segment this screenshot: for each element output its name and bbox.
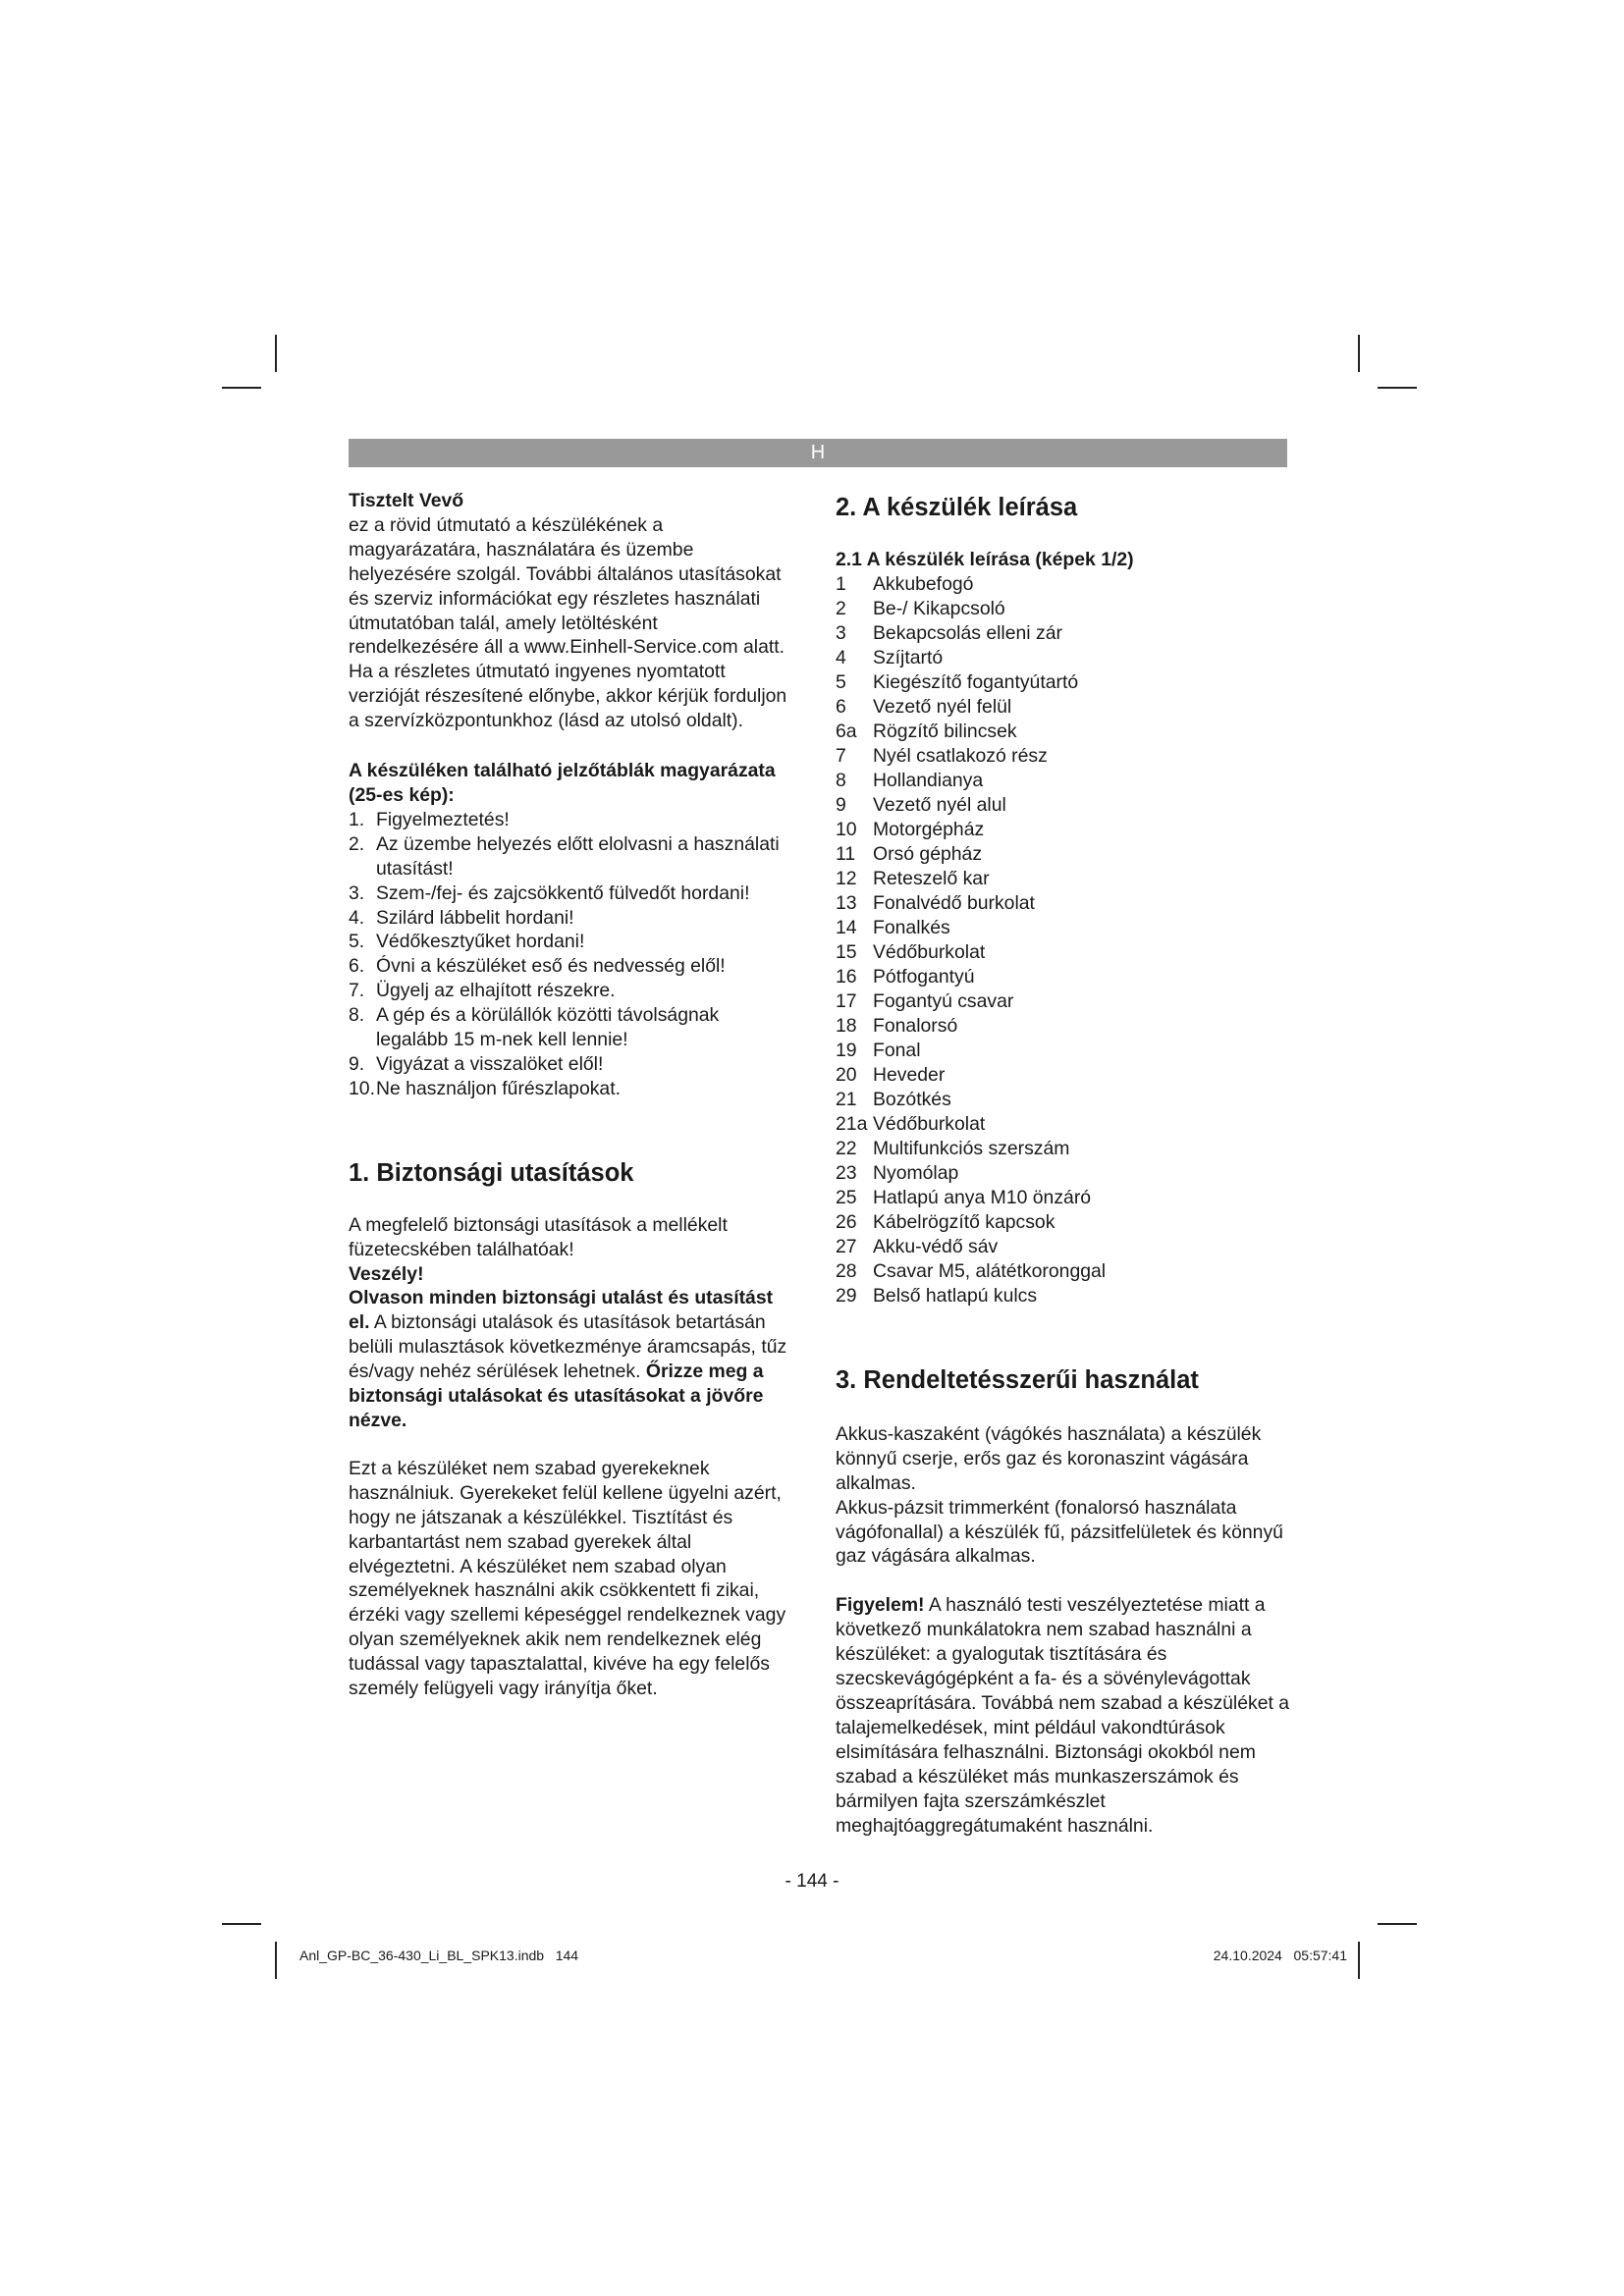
part-number: 19: [836, 1039, 857, 1061]
part-item: [836, 1284, 1297, 1308]
part-number: 2: [836, 597, 846, 619]
sign-number: 2.: [349, 832, 365, 855]
intro-paragraph: ez a rövid útmutató a készülékének a magyarázatára, használatára és üzembe helyezésére szolgál. További általános utasításokat és szerviz információkat egy részletes használati útmutatóban talál, amely letöltésként rendelkezésére áll a www.Einhell-Service.com alatt. Ha a részletes útmutató ingyenes nyomtatott verzióját részesítené előnybe, akkor kérjük forduljon a szervízközpontunkhoz (lásd az utolsó oldalt).: [349, 513, 787, 732]
sign-text: Ne használjon fűrészlapokat.: [376, 1077, 621, 1099]
sign-item: [349, 954, 788, 979]
part-item: [836, 842, 1297, 867]
part-text: Akku-védő sáv: [873, 1235, 999, 1257]
part-text: Motorgépház: [873, 818, 985, 840]
part-number: 23: [836, 1161, 857, 1184]
danger-label: Veszély!: [349, 1262, 424, 1285]
part-item: [836, 940, 1297, 965]
section3-title: 3. Rendeltetésszerűi használat: [836, 1365, 1199, 1394]
part-item: [836, 1039, 1297, 1063]
sign-number: 6.: [349, 955, 365, 978]
crop-mark: [1358, 335, 1360, 372]
part-item: [836, 916, 1297, 940]
part-number: 11: [836, 842, 856, 865]
part-item: [836, 670, 1297, 695]
part-item: [836, 793, 1297, 818]
part-item: [836, 1014, 1297, 1039]
part-number: 28: [836, 1259, 857, 1282]
part-number: 13: [836, 891, 857, 914]
part-text: Fonalvédő burkolat: [873, 891, 1035, 914]
crop-mark: [222, 387, 261, 389]
part-text: Belső hatlapú kulcs: [873, 1284, 1038, 1307]
sign-text: Szem-/fej- és zajcsökkentő fülvedőt hordani!: [376, 881, 750, 904]
part-text: Fonalkés: [873, 916, 950, 938]
sign-number: 4.: [349, 906, 365, 929]
part-item: [836, 1259, 1297, 1284]
sign-text: Ügyelj az elhajított részekre.: [376, 980, 616, 1002]
children-paragraph: Ezt a készüléket nem szabad gyerekeknek használniuk. Gyerekeket felül kellene ügyelni azért, hogy ne játszanak a készülékkel. Tisztítást és karbantartást nem szabad gyerekek által elvégeztetni. A készüléket nem szabad olyan személyeknek használni akik csökkentett fi zikai, érzéki vagy szellemi képeséggel rendelkeznek vagy olyan személyeknek akik nem rendelkeznek elég tudással vagy tapasztalattal, kivéve ha egy felelős személy felügyeli vagy irányítja őket.: [349, 1457, 786, 1700]
part-number: 6a: [836, 720, 857, 742]
greeting: Tisztelt Vevő: [349, 490, 464, 511]
part-text: Nyomólap: [873, 1161, 959, 1184]
part-item: [836, 1112, 1297, 1137]
part-number: 5: [836, 670, 846, 693]
part-number: 14: [836, 916, 857, 938]
attention-text: A használó testi veszélyeztetése miatt a következő munkálatokra nem szabad használni a készüléket: a gyalogutak tisztítására és szecskevágógépként a fa- és a sövénylevágottak összeaprítására. Továbbá nem szabad a készüléket a talajemelkedések, mint például vakondtúrások elsimítására felhasználni. Biztonsági okokból nem szabad a készüléket más munkaszerszámok és bármilyen fajta szerszámkészlet meghajtóaggregátumaként használni.: [836, 1594, 1290, 1837]
danger-bold-text: Olvason minden biztonsági utalást és utasítást el.: [349, 1287, 774, 1334]
part-text: Kábelrögzítő kapcsok: [873, 1210, 1056, 1233]
attention-paragraph: [836, 1593, 1297, 1838]
page-number: - 144 -: [785, 1871, 839, 1892]
sign-text: Az üzembe helyezés előtt elolvasni a használati utasítást!: [376, 832, 780, 880]
part-number: 26: [836, 1210, 857, 1233]
left-column: [349, 489, 788, 1701]
part-number: 21: [836, 1088, 857, 1110]
part-item: [836, 695, 1297, 720]
part-text: Bekapcsolás elleni zár: [873, 621, 1062, 644]
sign-text: Vigyázat a visszalöket elől!: [376, 1052, 604, 1075]
part-text: Vezető nyél felül: [873, 695, 1012, 718]
part-number: 18: [836, 1014, 857, 1037]
part-number: 6: [836, 695, 846, 718]
crop-mark: [222, 1923, 261, 1925]
danger-paragraph: [349, 1286, 788, 1432]
sign-number: 10.: [349, 1077, 375, 1099]
parts-list: [836, 572, 1297, 1308]
crop-mark: [1378, 1923, 1417, 1925]
sign-item: [349, 1003, 788, 1052]
part-item: [836, 720, 1297, 744]
right-column: [836, 489, 1297, 1838]
part-text: Nyél csatlakozó rész: [873, 744, 1048, 767]
sign-number: 7.: [349, 980, 365, 1002]
part-text: Akkubefogó: [873, 572, 974, 595]
sign-text: Óvni a készüléket eső és nedvesség elől!: [376, 955, 726, 978]
sign-item: [349, 1052, 788, 1077]
part-item: [836, 891, 1297, 916]
part-item: [836, 1063, 1297, 1088]
part-number: 9: [836, 793, 846, 816]
part-text: Fogantyú csavar: [873, 989, 1014, 1012]
sign-item: [349, 808, 788, 832]
part-item: [836, 818, 1297, 842]
part-item: [836, 1088, 1297, 1112]
part-item: [836, 1186, 1297, 1210]
part-item: [836, 1235, 1297, 1259]
part-number: 12: [836, 867, 857, 889]
part-item: [836, 1137, 1297, 1161]
sign-text: A gép és a körülállók közötti távolságnak legalább 15 m-nek kell lennie!: [376, 1004, 720, 1051]
sign-item: [349, 930, 788, 954]
part-text: Hollandianya: [873, 769, 984, 791]
part-text: Csavar M5, alátétkoronggal: [873, 1259, 1107, 1282]
sign-number: 3.: [349, 881, 365, 904]
crop-mark: [1378, 387, 1417, 389]
part-number: 4: [836, 646, 846, 668]
part-text: Reteszelő kar: [873, 867, 990, 889]
part-number: 20: [836, 1063, 857, 1086]
part-number: 25: [836, 1186, 857, 1208]
part-number: 10: [836, 818, 857, 840]
part-number: 1: [836, 572, 846, 595]
signs-heading: A készüléken található jelzőtáblák magyarázata (25-es kép):: [349, 760, 776, 806]
section3-paragraph-1: Akkus-kaszaként (vágókés használata) a készülék könnyű cserje, erős gaz és koronaszint vágására alkalmas.: [836, 1422, 1262, 1494]
footer-file-info: Anl_GP-BC_36-430_Li_BL_SPK13.indb 144: [299, 1948, 579, 1963]
sign-number: 5.: [349, 931, 365, 953]
crop-mark: [1358, 1942, 1360, 1979]
part-number: 21a: [836, 1112, 868, 1135]
language-code: H: [810, 442, 826, 463]
part-item: [836, 597, 1297, 621]
part-text: Pótfogantyú: [873, 965, 975, 988]
sign-number: 8.: [349, 1004, 365, 1027]
part-text: Védőburkolat: [873, 1112, 986, 1135]
part-item: [836, 621, 1297, 646]
part-text: Orsó gépház: [873, 842, 983, 865]
part-text: Fonalorsó: [873, 1014, 958, 1037]
sign-number: 9.: [349, 1052, 365, 1075]
section1-paragraph: A megfelelő biztonsági utasítások a mellékelt füzetecskében találhatóak!: [349, 1213, 728, 1260]
sign-item: [349, 881, 788, 906]
part-number: 22: [836, 1137, 857, 1159]
part-item: [836, 1210, 1297, 1235]
sign-text: Szilárd lábbelit hordani!: [376, 906, 574, 929]
sign-number: 1.: [349, 808, 365, 830]
part-text: Szíjtartó: [873, 646, 944, 668]
section1-title: 1. Biztonsági utasítások: [349, 1158, 634, 1187]
part-item: [836, 965, 1297, 989]
sign-item: [349, 832, 788, 881]
section3-paragraph-2: Akkus-pázsit trimmerként (fonalorsó használata vágófonallal) a készülék fű, pázsitfelületek és könnyű gaz vágására alkalmas.: [836, 1496, 1283, 1568]
part-text: Multifunkciós szerszám: [873, 1137, 1070, 1159]
danger-text: A biztonsági utalások és utasítások betartásán belüli mulasztások következménye áramcsapás, tűz és/vagy nehéz sérülések lehetnek.: [349, 1311, 787, 1383]
part-item: [836, 989, 1297, 1014]
signs-list: [349, 808, 788, 1101]
part-number: 17: [836, 989, 857, 1012]
part-number: 15: [836, 940, 857, 963]
part-text: Heveder: [873, 1063, 946, 1086]
part-text: Védőburkolat: [873, 940, 986, 963]
part-item: [836, 1161, 1297, 1186]
footer-timestamp: 24.10.2024 05:57:41: [1213, 1948, 1347, 1963]
part-item: [836, 572, 1297, 597]
part-item: [836, 867, 1297, 891]
part-number: 8: [836, 769, 846, 791]
part-number: 27: [836, 1235, 857, 1257]
part-text: Vezető nyél alul: [873, 793, 1006, 816]
part-text: Fonal: [873, 1039, 921, 1061]
sign-item: [349, 979, 788, 1003]
crop-mark: [275, 335, 277, 372]
part-number: 16: [836, 965, 857, 988]
attention-label: Figyelem!: [836, 1594, 925, 1617]
part-number: 7: [836, 744, 846, 767]
part-text: Hatlapú anya M10 önzáró: [873, 1186, 1092, 1208]
part-number: 3: [836, 621, 846, 644]
section2-subtitle: 2.1 A készülék leírása (képek 1/2): [836, 549, 1134, 570]
crop-mark: [275, 1942, 277, 1979]
part-item: [836, 769, 1297, 793]
danger-keep-text: Őrizze meg a biztonsági utalásokat és utasításokat a jövőre nézve.: [349, 1361, 764, 1431]
sign-text: Figyelmeztetés!: [376, 808, 510, 830]
section2-title: 2. A készülék leírása: [836, 494, 1078, 521]
part-item: [836, 744, 1297, 769]
part-item: [836, 646, 1297, 670]
part-number: 29: [836, 1284, 857, 1307]
language-bar: [349, 439, 1287, 467]
sign-item: [349, 1077, 788, 1101]
sign-text: Védőkesztyűket hordani!: [376, 931, 585, 953]
part-text: Bozótkés: [873, 1088, 951, 1110]
part-text: Kiegészítő fogantyútartó: [873, 670, 1079, 693]
sign-item: [349, 906, 788, 931]
part-text: Be-/ Kikapcsoló: [873, 597, 1005, 619]
part-text: Rögzítő bilincsek: [873, 720, 1017, 742]
